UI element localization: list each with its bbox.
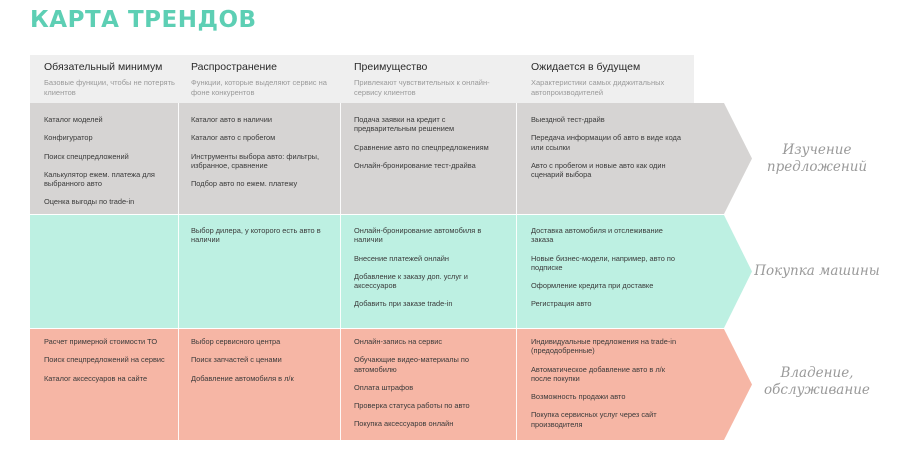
column-subtitle: Функции, которые выделяют сервис на фоне конкурентов — [191, 78, 327, 97]
trend-item: Доставка автомобиля и отслеживание заказа — [531, 226, 663, 245]
trend-item: Каталог авто с пробегом — [191, 133, 276, 143]
trend-item: Индивидуальные предложения на trade-in (предодобренные) — [531, 337, 677, 356]
trend-item: Расчет примерной стоимости ТО — [44, 337, 158, 346]
trend-item: Поиск запчастей с ценами — [191, 355, 282, 365]
column-header — [531, 61, 681, 97]
trend-item: Оформление кредита при доставке — [531, 281, 654, 291]
column-title: Ожидается в будущем — [531, 61, 641, 73]
trend-item: Каталог аксессуаров на сайте — [44, 373, 148, 383]
trend-item: Калькулятор ежем. платежа для выбранного авто — [44, 169, 155, 189]
trend-cell — [191, 226, 343, 254]
column-header — [354, 61, 504, 97]
trend-item: Конфигуратор — [44, 133, 93, 143]
column-divider — [178, 215, 179, 328]
trend-item: Покупка аксессуаров онлайн — [354, 419, 454, 429]
trend-item: Оплата штрафов — [354, 382, 414, 392]
trend-item: Добавить при заказе trade-in — [354, 299, 453, 309]
column-title: Распространение — [191, 61, 277, 73]
trend-item: Покупка сервисных услуг через сайт производителя — [531, 410, 657, 429]
stage-label: Владение, обслуживание — [764, 365, 870, 398]
column-header — [191, 61, 341, 97]
trend-item: Онлайн-бронирование тест-драйва — [354, 160, 476, 170]
column-divider — [516, 329, 517, 440]
column-header — [44, 61, 194, 97]
trend-item: Инструменты выбора авто: фильтры, избранное, сравнение — [191, 151, 320, 170]
trend-item: Подбор авто по ежем. платежу — [191, 179, 298, 189]
trend-cell — [531, 115, 683, 188]
trend-cell — [44, 337, 196, 392]
column-divider — [516, 103, 517, 214]
trend-item: Онлайн-запись на сервис — [354, 337, 443, 346]
trend-item: Внесение платежей онлайн — [354, 253, 449, 263]
trend-item: Новые бизнес-модели, например, авто по подписке — [531, 253, 675, 272]
trend-item: Проверка статуса работы по авто — [354, 401, 470, 411]
trend-item: Обучающие видео-материалы по автомобилю — [354, 355, 470, 374]
trend-item: Оценка выгоды по trade-in — [44, 197, 135, 207]
column-subtitle: Характеристики самых диджитальных автопроизводителей — [531, 78, 665, 97]
trend-item: Подача заявки на кредит с предварительным решением — [354, 115, 455, 134]
trend-item: Сравнение авто по спецпредложениям — [354, 142, 489, 152]
page-title: КАРТА ТРЕНДОВ — [30, 7, 257, 33]
column-divider — [516, 215, 517, 328]
trend-cell — [354, 115, 506, 179]
trend-item: Выбор дилера, у которого есть авто в наличии — [191, 226, 321, 245]
trend-item: Выездной тест-драйв — [531, 115, 605, 124]
column-subtitle: Базовые функции, чтобы не потерять клиентов — [44, 78, 175, 97]
trend-item: Возможность продажи авто — [531, 392, 626, 402]
trend-cell — [44, 115, 196, 216]
trend-cell — [354, 226, 506, 318]
trend-item: Каталог авто в наличии — [191, 115, 272, 124]
trend-item: Передача информации об авто в виде кода или ссылки — [531, 133, 681, 152]
column-title: Преимущество — [354, 61, 428, 73]
column-title: Обязательный минимум — [44, 61, 163, 73]
trend-cell — [191, 337, 343, 392]
trend-item: Добавление к заказу доп. услуг и аксессуаров — [354, 271, 468, 291]
trend-item: Поиск спецпредложений — [44, 151, 129, 161]
trend-item: Регистрация авто — [531, 299, 592, 309]
trend-cell — [191, 115, 343, 197]
trend-item: Онлайн-бронирование автомобиля в наличии — [354, 226, 482, 245]
trend-cell — [531, 226, 683, 318]
trend-item: Поиск спецпредложений на сервис — [44, 355, 165, 365]
trend-cell — [531, 337, 683, 438]
trend-item: Выбор сервисного центра — [191, 337, 281, 346]
column-subtitle: Привлекают чувствительных к онлайн-сервису клиентов — [354, 78, 490, 97]
stage-label: Покупка машины — [754, 263, 880, 279]
trend-item: Добавление автомобиля в л/к — [191, 373, 294, 383]
trend-item: Автоматическое добавление авто в л/к после покупки — [531, 364, 665, 383]
stage-label: Изучение предложений — [766, 142, 868, 175]
trend-cell — [354, 337, 506, 438]
trend-item: Авто с пробегом и новые авто как один сценарий выбора — [531, 160, 666, 180]
trend-item: Каталог моделей — [44, 115, 103, 124]
